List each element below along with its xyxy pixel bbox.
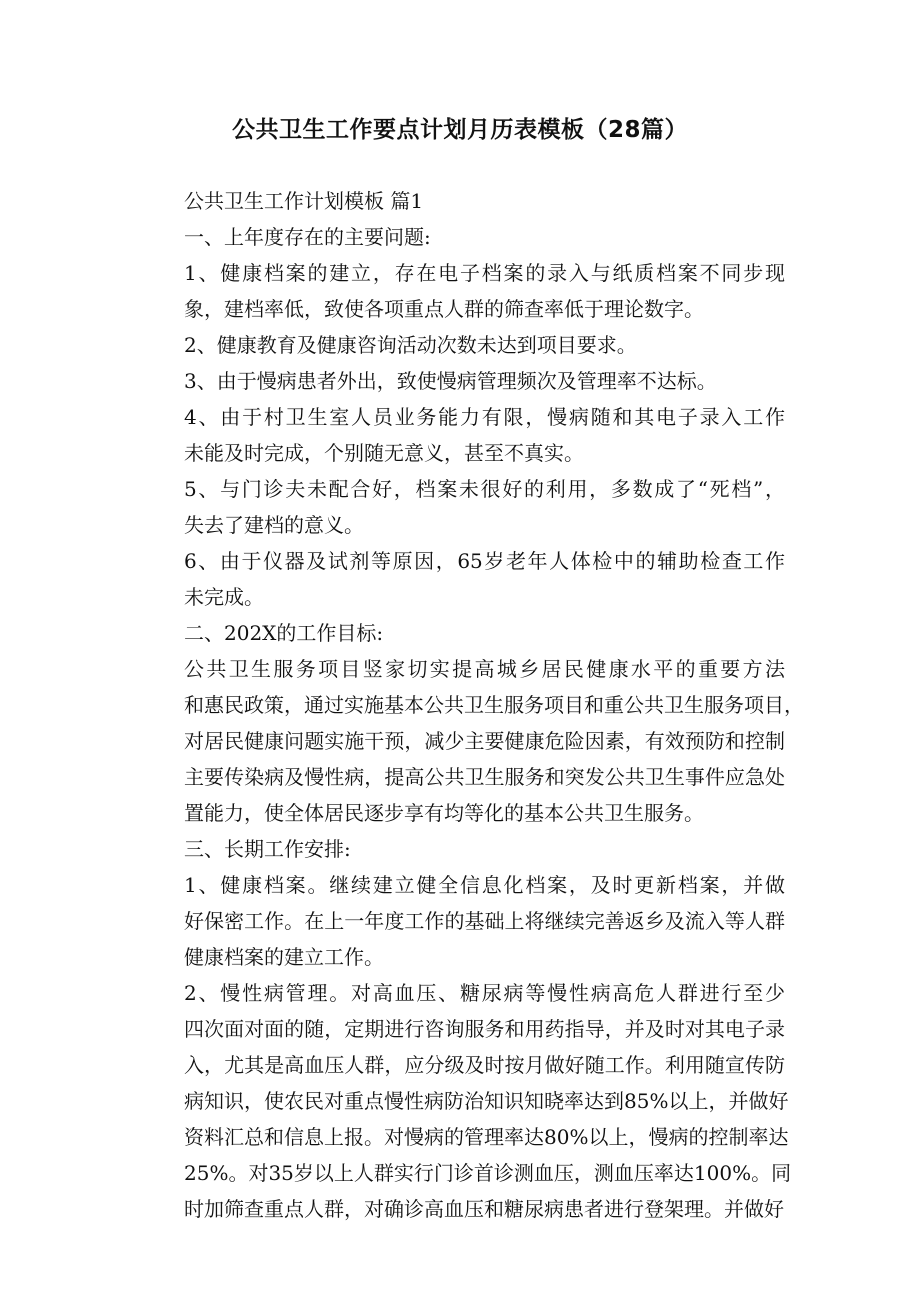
- text-line: 健康档案的建立工作。: [184, 945, 384, 969]
- text-line: 4、由于村卫生室人员业务能力有限，慢病随和其电子录入工作: [184, 405, 785, 429]
- paragraph: [140, 831, 785, 867]
- text-line: 公共卫生工作计划模板 篇1: [184, 189, 424, 213]
- text-line: 2、慢性病管理。对高血压、糖尿病等慢性病高危人群进行至少: [184, 981, 785, 1005]
- text-line: 入，尤其是高血压人群，应分级及时按月做好随工作。利用随宣传防: [184, 1053, 785, 1077]
- text-line: 公共卫生服务项目竖家切实提高城乡居民健康水平的重要方法: [184, 657, 785, 681]
- text-line: 25%。对35岁以上人群实行门诊首诊测血压，测血压率达100%。同: [184, 1161, 792, 1185]
- text-line: 2、健康教育及健康咨询活动次数未达到项目要求。: [184, 333, 637, 357]
- text-line: 置能力，使全体居民逐步享有均等化的基本公共卫生服务。: [184, 801, 704, 825]
- paragraph: [140, 363, 785, 399]
- paragraph: [140, 651, 804, 831]
- text-line: 资料汇总和信息上报。对慢病的管理率达80%以上，慢病的控制率达: [184, 1125, 789, 1149]
- text-line: 5、与门诊夫未配合好，档案未很好的利用，多数成了“死档”，: [184, 477, 785, 501]
- paragraph: [140, 615, 785, 651]
- text-line: 好保密工作。在上一年度工作的基础上将继续完善返乡及流入等人群: [184, 909, 785, 933]
- text-line: 1、健康档案。继续建立健全信息化档案，及时更新档案，并做: [184, 873, 785, 897]
- document-title: 公共卫生工作要点计划月历表模板（28篇）: [231, 117, 688, 143]
- document-body: [140, 183, 804, 1227]
- text-line: 和惠民政策，通过实施基本公共卫生服务项目和重公共卫生服务项目，: [184, 693, 804, 717]
- text-line: 四次面对面的随，定期进行咨询服务和用药指导，并及时对其电子录: [184, 1017, 785, 1041]
- text-line: 病知识，使农民对重点慢性病防治知识知晓率达到85%以上，并做好: [184, 1089, 789, 1113]
- text-line: 主要传染病及慢性病，提高公共卫生服务和突发公共卫生事件应急处: [184, 765, 785, 789]
- text-line: 三、长期工作安排:: [184, 837, 351, 861]
- paragraph: [140, 327, 785, 363]
- paragraph: [140, 867, 785, 975]
- text-line: 失去了建档的意义。: [184, 513, 364, 537]
- text-line: 未能及时完成，个别随无意义，甚至不真实。: [184, 441, 584, 465]
- paragraph: [140, 543, 785, 615]
- paragraph: [140, 975, 792, 1227]
- text-line: 对居民健康问题实施干预，减少主要健康危险因素，有效预防和控制: [184, 729, 785, 753]
- paragraph: [140, 219, 785, 255]
- paragraph: [140, 399, 785, 471]
- paragraph: [140, 183, 785, 219]
- text-line: 一、上年度存在的主要问题:: [184, 225, 431, 249]
- text-line: 1、健康档案的建立，存在电子档案的录入与纸质档案不同步现: [184, 261, 785, 285]
- text-line: 未完成。: [184, 585, 264, 609]
- paragraph: [140, 255, 785, 327]
- text-line: 时加筛查重点人群，对确诊高血压和糖尿病患者进行登架理。并做好: [184, 1197, 784, 1221]
- text-line: 6、由于仪器及试剂等原因，65岁老年人体检中的辅助检查工作: [184, 549, 785, 573]
- paragraph: [140, 471, 785, 543]
- text-line: 象，建档率低，致使各项重点人群的筛查率低于理论数字。: [184, 297, 704, 321]
- text-line: 3、由于慢病患者外出，致使慢病管理频次及管理率不达标。: [184, 369, 717, 393]
- text-line: 二、202X的工作目标:: [184, 621, 384, 645]
